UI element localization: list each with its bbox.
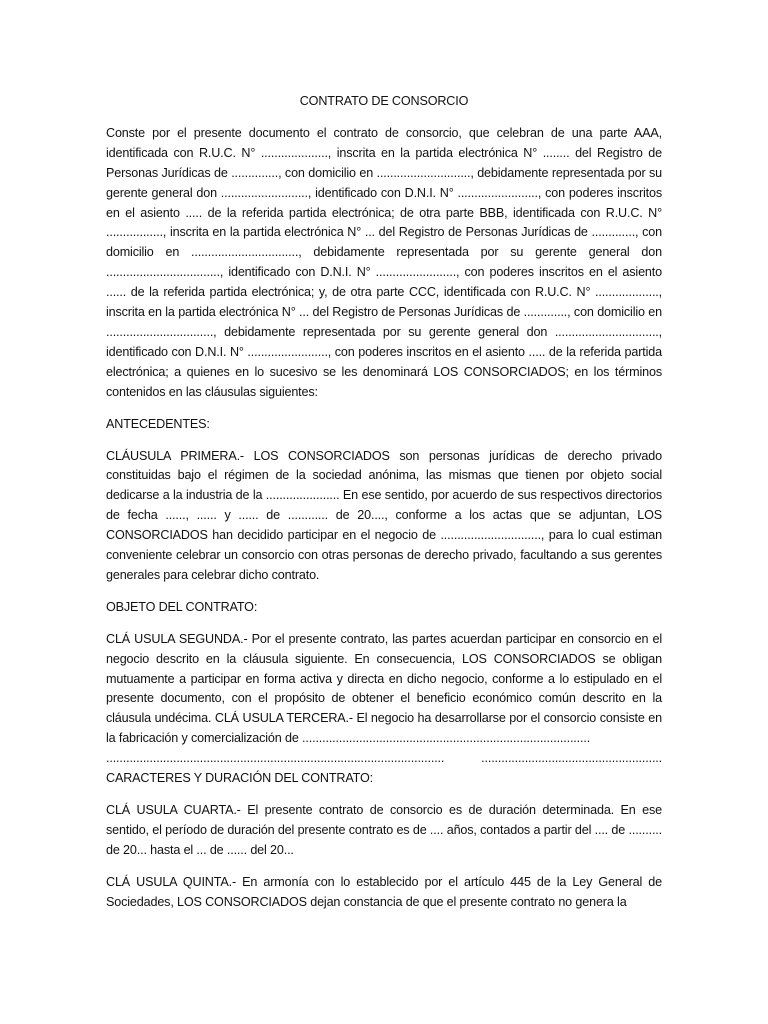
document-title: CONTRATO DE CONSORCIO <box>299 94 469 108</box>
clausula-cuarta-paragraph: CLÁ USULA CUARTA.- El presente contrato de consorcio es de duración determinada. En ese sentido, el período de duración del presente contrato es de .... años, contados a partir del .... de .......... de 20... hasta el ... de ...... del 20... <box>106 803 662 857</box>
clausula-segunda-paragraph: CLÁ USULA SEGUNDA.- Por el presente contrato, las partes acuerdan participar en consorcio en el negocio descrito en la cláusula siguiente. En consecuencia, LOS CONSORCIADOS se obligan mutuamente a participar en forma activa y directa en dicho negocio, conforme a lo estipulado en el presente documento, con el propósito de obtener el beneficio económico común descrito en la cláusula undécima. CLÁ USULA TERCERA.- El negocio ha desarrollarse por el consorcio consiste en la fabricación y comercialización de ...................................................................................... <box>106 631 662 746</box>
intro-paragraph: Conste por el presente documento el contrato de consorcio, que celebran de una parte AAA, identificada con R.U.C. N° ...................., inscrita en la partida electrónica N° ........ del Registro de Personas Jurídicas de .............., con domicilio en ............................, debidamente representada por su gerente general don .........................., identificado con D.N.I. N° ........................, con poderes inscritos en el asiento ..... de la referida partida electrónica; de otra parte BBB, identificada con R.U.C. N° ................., inscrita en la partida electrónica N° ... del Registro de Personas Jurídicas de ............., con domicilio en ................................, debidamente representada por su gerente general don .................................., identificado con D.N.I. N° ........................, con poderes inscritos en el asiento ...... de la referida partida electrónica; y, de otra parte CCC, identificada con R.U.C. N° ..................., inscrita en la partida electrónica N° ... del Registro de Personas Jurídicas de ............., con domicilio en ................................, debidamente representada por su gerente general don ..............................., identificado con D.N.I. N° ........................, con poderes inscritos en el asiento ..... de la referida partida electrónica; a quienes en lo sucesivo se les denominará LOS CONSORCIADOS; en los términos contenidos en las cláusulas siguientes: <box>106 125 662 399</box>
document-page <box>106 92 662 925</box>
clausula-quinta-paragraph: CLÁ USULA QUINTA.- En armonía con lo establecido por el artículo 445 de la Ley General de Sociedades, LOS CONSORCIADOS dejan constancia de que el presente contrato no genera la <box>106 874 662 909</box>
heading-antecedentes: ANTECEDENTES: <box>106 416 210 431</box>
clausula-primera-paragraph: CLÁUSULA PRIMERA.- LOS CONSORCIADOS son personas jurídicas de derecho privado constituidas bajo el régimen de la sociedad anónima, las mismas que tienen por objeto social dedicarse a la industria de la ...................... En ese sentido, por acuerdo de sus respectivos directorios de fecha ......, ...... y ...... de ............ de 20...., conforme a los actas que se adjuntan, LOS CONSORCIADOS han decidido participar en el negocio de .............................., para lo cual estiman conveniente celebrar un consorcio con otras personas de derecho privado, facultando a sus gerentes generales para celebrar dicho contrato. <box>106 448 662 582</box>
heading-objeto: OBJETO DEL CONTRATO: <box>106 599 258 614</box>
dots-line: ..................................................................................................... ...................................................... <box>106 751 662 766</box>
heading-caracteres: CARACTERES Y DURACIÓN DEL CONTRATO: <box>106 771 373 786</box>
